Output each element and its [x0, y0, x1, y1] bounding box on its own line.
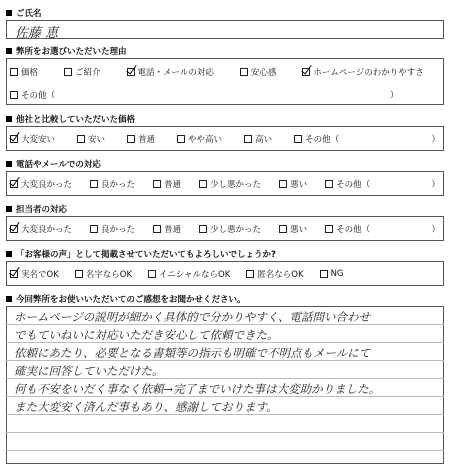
- price-options-row: [10, 133, 440, 145]
- option-ng[interactable]: NG: [320, 269, 344, 279]
- option-initials[interactable]: イニシャルならOK: [148, 268, 230, 280]
- option-phone-mail[interactable]: 電話・メールの対応: [127, 66, 214, 78]
- option-very-cheap[interactable]: 大変安い: [10, 133, 55, 145]
- phone-section-header: [6, 157, 444, 170]
- option-bad[interactable]: 悪い: [279, 178, 307, 190]
- option-real-name[interactable]: 実名でOK: [10, 268, 59, 280]
- checkbox[interactable]: [148, 270, 156, 278]
- checkbox[interactable]: [279, 180, 287, 188]
- staff-header-label: 担当者の対応: [16, 204, 68, 215]
- option-cheap[interactable]: 安い: [77, 133, 105, 145]
- comment-line: また大変安く済んだ事もあり、感謝しております。: [14, 400, 278, 414]
- staff-section-header: [6, 202, 444, 215]
- phone-options-row: [10, 178, 440, 190]
- checkbox[interactable]: [325, 180, 333, 188]
- reason-other-row: [10, 89, 440, 101]
- checkbox[interactable]: [64, 68, 72, 76]
- option-surname[interactable]: 名字ならOK: [75, 268, 132, 280]
- option-other[interactable]: その他（: [325, 223, 370, 235]
- checkbox[interactable]: [10, 91, 18, 99]
- option-slightly-bad[interactable]: 少し悪かった: [199, 178, 261, 190]
- checkbox-checked[interactable]: [127, 68, 135, 76]
- comment-line: でもていねいに対応いただき安心して依頼できた。: [14, 328, 279, 342]
- reason-options-row: [10, 66, 440, 78]
- square-bullet-icon: [6, 161, 12, 167]
- option-very-good[interactable]: 大変良かった: [10, 223, 72, 235]
- square-bullet-icon: [6, 116, 12, 122]
- name-box[interactable]: [6, 20, 444, 39]
- phone-header-label: 電話やメールでの対応: [16, 159, 101, 170]
- reason-section-header: [6, 44, 444, 57]
- square-bullet-icon: [6, 10, 12, 16]
- other-close-paren: ）: [390, 91, 399, 101]
- checkbox-checked[interactable]: [10, 225, 18, 233]
- comment-line: 何も不安をいだく事なく依頼→完了までいけた事は大変助かりました。: [14, 382, 381, 396]
- checkbox[interactable]: [153, 225, 161, 233]
- option-normal[interactable]: 普通: [153, 223, 181, 235]
- checkbox[interactable]: [90, 225, 98, 233]
- comment-line: 依頼にあたり、必要となる書類等の指示も明確で不明点もメールにて: [14, 346, 371, 360]
- checkbox[interactable]: [294, 135, 302, 143]
- square-bullet-icon: [6, 48, 12, 54]
- checkbox-checked[interactable]: [10, 270, 18, 278]
- square-bullet-icon: [6, 251, 12, 257]
- option-referral[interactable]: ご紹介: [64, 66, 101, 78]
- option-good[interactable]: 良かった: [90, 178, 135, 190]
- checkbox[interactable]: [320, 270, 328, 278]
- option-good[interactable]: 良かった: [90, 223, 135, 235]
- checkbox[interactable]: [199, 225, 207, 233]
- checkbox[interactable]: [246, 270, 254, 278]
- checkbox[interactable]: [240, 68, 248, 76]
- checkbox[interactable]: [10, 68, 18, 76]
- checkbox[interactable]: [75, 270, 83, 278]
- option-anonymous[interactable]: 匿名ならOK: [246, 268, 303, 280]
- option-normal[interactable]: 普通: [127, 133, 155, 145]
- checkbox[interactable]: [177, 135, 185, 143]
- square-bullet-icon: [6, 206, 12, 212]
- option-other[interactable]: その他（: [325, 178, 370, 190]
- publish-header-label: 「お客様の声」として掲載させていただいてもよろしいでしょうか?: [16, 249, 276, 260]
- option-website[interactable]: ホームページのわかりやすさ: [302, 66, 423, 78]
- checkbox[interactable]: [244, 135, 252, 143]
- comment-header-label: 今回弊所をお使いいただいてのご感想をお聞かせください。: [16, 294, 246, 305]
- checkbox[interactable]: [90, 180, 98, 188]
- reason-header-label: 弊所をお選びいただいた理由: [16, 46, 127, 57]
- comment-line: 確実に回答していただけた。: [14, 364, 164, 378]
- checkbox[interactable]: [325, 225, 333, 233]
- ruled-line: [6, 450, 444, 451]
- checkbox[interactable]: [199, 180, 207, 188]
- price-section-header: [6, 112, 444, 125]
- checkbox-checked[interactable]: [10, 135, 18, 143]
- name-section-header: [6, 6, 444, 19]
- close-paren: ）: [431, 180, 440, 190]
- checkbox-checked[interactable]: [302, 68, 310, 76]
- option-normal[interactable]: 普通: [153, 178, 181, 190]
- option-expensive[interactable]: 高い: [244, 133, 272, 145]
- comment-line: ホームページの説明が細かく具体的で分かりやすく、電話問い合わせ: [14, 310, 371, 324]
- close-paren: ）: [431, 135, 440, 145]
- option-peace-of-mind[interactable]: 安心感: [240, 66, 277, 78]
- name-header-label: ご氏名: [16, 8, 42, 19]
- comment-section-header: [6, 292, 444, 305]
- checkbox[interactable]: [127, 135, 135, 143]
- option-other[interactable]: その他（: [10, 89, 55, 101]
- staff-options-row: [10, 223, 440, 235]
- square-bullet-icon: [6, 296, 12, 302]
- publish-options-row: [10, 268, 440, 280]
- checkbox-checked[interactable]: [10, 180, 18, 188]
- option-price[interactable]: 価格: [10, 66, 38, 78]
- option-slightly-bad[interactable]: 少し悪かった: [199, 223, 261, 235]
- close-paren: ）: [431, 225, 440, 235]
- ruled-line: [6, 432, 444, 433]
- checkbox[interactable]: [77, 135, 85, 143]
- name-handwriting: 佐藤 恵: [15, 26, 59, 41]
- option-bad[interactable]: 悪い: [279, 223, 307, 235]
- checkbox[interactable]: [279, 225, 287, 233]
- checkbox[interactable]: [153, 180, 161, 188]
- price-header-label: 他社と比較していただいた価格: [16, 114, 136, 125]
- option-other[interactable]: その他（: [294, 133, 339, 145]
- publish-section-header: [6, 247, 444, 260]
- option-slightly-expensive[interactable]: やや高い: [177, 133, 222, 145]
- option-very-good[interactable]: 大変良かった: [10, 178, 72, 190]
